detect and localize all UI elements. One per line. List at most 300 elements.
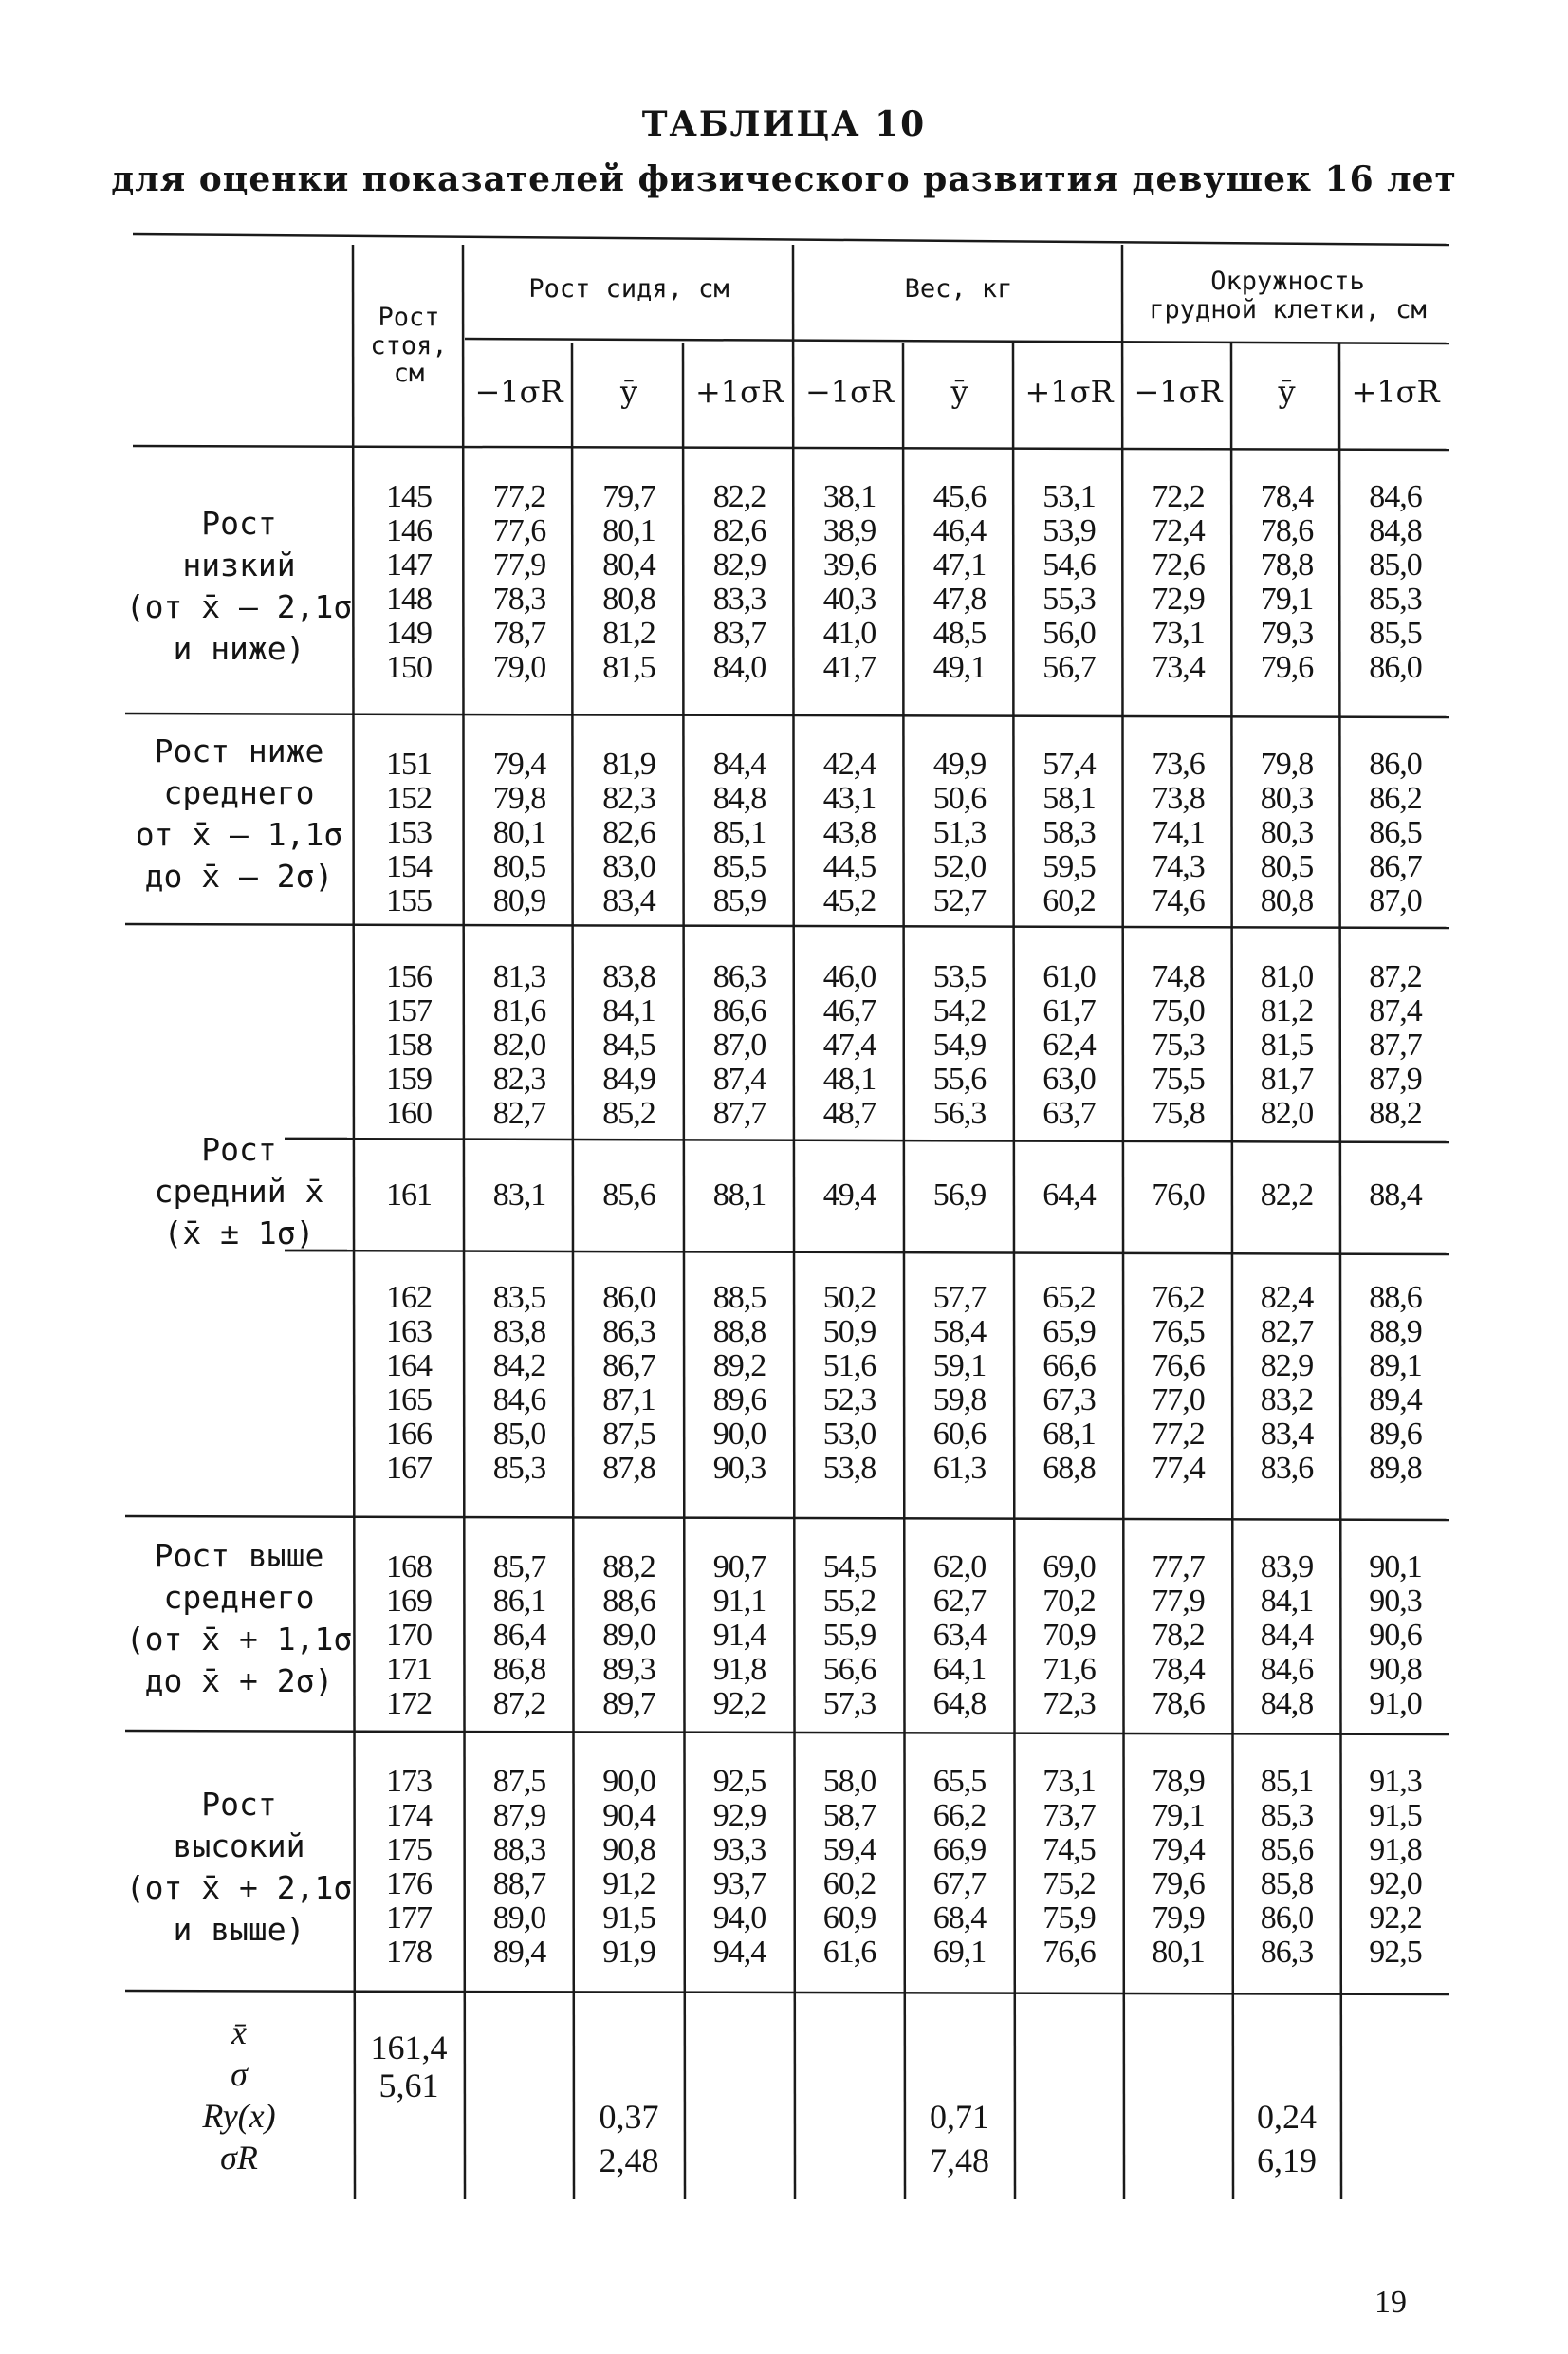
table-cell: 85,0 <box>492 1417 546 1452</box>
data-column <box>465 748 574 918</box>
table-cell: 68,1 <box>1042 1417 1096 1452</box>
table-cell: 77,7 <box>1152 1549 1205 1585</box>
table-cell: 55,2 <box>822 1584 876 1619</box>
table-cell: 75,9 <box>1042 1900 1096 1936</box>
table-cell: 86,0 <box>1369 650 1422 685</box>
group-label-line: Рост ниже <box>154 732 324 769</box>
table-cell: 86,3 <box>1260 1935 1314 1970</box>
data-column <box>355 1550 463 1721</box>
group-label-above-average <box>125 1535 353 1702</box>
table-cell: 89,4 <box>1369 1382 1422 1418</box>
table-cell: 70,9 <box>1042 1618 1096 1653</box>
data-column <box>795 480 904 685</box>
table-cell: 85,0 <box>1369 547 1422 583</box>
table-cell: 78,4 <box>1260 479 1314 514</box>
table-cell: 78,4 <box>1152 1652 1205 1687</box>
table-cell: 85,2 <box>602 1096 655 1131</box>
table-cell: 93,7 <box>712 1866 766 1901</box>
table-cell: 49,4 <box>822 1177 876 1213</box>
table-cell: 157 <box>386 993 432 1029</box>
table-cell: 82,6 <box>712 513 766 548</box>
table-cell: 67,7 <box>932 1866 987 1901</box>
table-cell: 86,0 <box>1369 747 1422 782</box>
table-cell: 69,0 <box>1042 1549 1096 1585</box>
table-cell: 57,7 <box>932 1280 987 1315</box>
table-cell: 87,9 <box>492 1798 546 1833</box>
table-cell: 53,9 <box>1042 513 1096 548</box>
table-cell: 85,6 <box>602 1177 655 1213</box>
table-cell: 162 <box>386 1280 432 1315</box>
table-cell: 88,5 <box>712 1280 766 1315</box>
table-cell: 80,8 <box>1260 883 1314 918</box>
data-column <box>1233 960 1340 1131</box>
group-label-line: от x̄ — 1,1σ <box>135 816 343 853</box>
table-cell: 77,4 <box>1152 1451 1205 1486</box>
table-cell: 53,5 <box>932 959 987 994</box>
footer-label-r: Ry(x) <box>202 2097 276 2135</box>
table-cell: 55,3 <box>1042 582 1096 617</box>
data-column <box>1341 1178 1449 1213</box>
table-cell: 82,3 <box>602 781 655 816</box>
table-cell: 88,2 <box>1369 1096 1422 1131</box>
sub-ch-y: ȳ <box>1278 374 1296 410</box>
group-label-line: Рост <box>201 505 277 542</box>
table-cell: 86,1 <box>492 1584 546 1619</box>
table-cell: 73,8 <box>1152 781 1205 816</box>
table-cell: 91,3 <box>1369 1764 1422 1799</box>
table-cell: 73,7 <box>1042 1798 1096 1833</box>
data-column <box>685 960 794 1131</box>
table-cell: 49,1 <box>932 650 987 685</box>
table-cell: 86,3 <box>602 1314 655 1349</box>
data-column <box>905 1178 1014 1213</box>
table-cell: 174 <box>386 1798 432 1833</box>
table-cell: 90,8 <box>602 1832 655 1867</box>
table-cell: 147 <box>386 547 432 583</box>
data-column <box>795 1765 904 1970</box>
data-column <box>465 1550 574 1721</box>
data-column <box>574 1550 684 1721</box>
data-column <box>795 748 904 918</box>
table-cell: 79,6 <box>1152 1866 1205 1901</box>
table-cell: 70,2 <box>1042 1584 1096 1619</box>
table-cell: 84,8 <box>1260 1686 1314 1721</box>
table-cell: 52,7 <box>932 883 987 918</box>
table-cell: 81,0 <box>1260 959 1314 994</box>
table-cell: 47,4 <box>822 1028 876 1063</box>
table-cell: 80,3 <box>1260 781 1314 816</box>
table-cell: 72,2 <box>1152 479 1205 514</box>
table-cell: 53,1 <box>1042 479 1096 514</box>
table-cell: 172 <box>386 1686 432 1721</box>
table-cell: 73,1 <box>1042 1764 1096 1799</box>
footer-label-sigma-r: σR <box>220 2139 258 2177</box>
data-column <box>905 1281 1014 1486</box>
group-label-line: Рост <box>201 1786 277 1823</box>
table-cell: 91,8 <box>712 1652 766 1687</box>
table-subtitle: для оценки показателей физического развития девушек 16 лет <box>111 159 1457 199</box>
table-cell: 65,2 <box>1042 1280 1096 1315</box>
table-cell: 86,7 <box>1369 849 1422 884</box>
table-cell: 77,0 <box>1152 1382 1205 1418</box>
table-cell: 84,8 <box>712 781 766 816</box>
table-cell: 91,5 <box>1369 1798 1422 1833</box>
data-column <box>905 748 1014 918</box>
table-cell: 52,0 <box>932 849 987 884</box>
table-cell: 63,7 <box>1042 1096 1096 1131</box>
table-cell: 92,0 <box>1369 1866 1422 1901</box>
table-cell: 85,3 <box>1369 582 1422 617</box>
footer-height-stats <box>355 2029 463 2104</box>
data-column <box>685 480 794 685</box>
table-cell: 73,1 <box>1152 616 1205 651</box>
group-label-line: среднего <box>163 1579 315 1616</box>
data-column <box>355 748 463 918</box>
table-cell: 81,3 <box>492 959 546 994</box>
table-cell: 84,6 <box>1369 479 1422 514</box>
table-cell: 91,4 <box>712 1618 766 1653</box>
table-cell: 85,5 <box>712 849 766 884</box>
data-column <box>1233 1281 1340 1486</box>
table-cell: 87,0 <box>712 1028 766 1063</box>
table-cell: 77,2 <box>1152 1417 1205 1452</box>
table-cell: 164 <box>386 1348 432 1383</box>
table-cell: 83,3 <box>712 582 766 617</box>
table-cell: 59,5 <box>1042 849 1096 884</box>
table-cell: 87,5 <box>602 1417 655 1452</box>
table-cell: 72,6 <box>1152 547 1205 583</box>
table-cell: 72,4 <box>1152 513 1205 548</box>
table-cell: 82,7 <box>492 1096 546 1131</box>
data-column <box>795 1281 904 1486</box>
table-cell: 85,1 <box>712 815 766 850</box>
footer-weight-stats <box>905 2095 1014 2182</box>
table-cell: 71,6 <box>1042 1652 1096 1687</box>
table-cell: 149 <box>386 616 432 651</box>
table-cell: 66,9 <box>932 1832 987 1867</box>
table-cell: 74,5 <box>1042 1832 1096 1867</box>
table-cell: 80,5 <box>492 849 546 884</box>
data-column <box>465 1765 574 1970</box>
table-cell: 177 <box>386 1900 432 1936</box>
data-column <box>355 480 463 685</box>
table-cell: 86,8 <box>492 1652 546 1687</box>
table-cell: 82,4 <box>1260 1280 1314 1315</box>
table-cell: 74,8 <box>1152 959 1205 994</box>
table-cell: 62,4 <box>1042 1028 1096 1063</box>
data-column <box>355 1178 463 1213</box>
table-cell: 83,8 <box>602 959 655 994</box>
table-cell: 83,2 <box>1260 1382 1314 1418</box>
table-cell: 87,9 <box>1369 1062 1422 1097</box>
table-cell: 60,6 <box>932 1417 987 1452</box>
data-column <box>1341 1765 1449 1970</box>
table-cell: 84,8 <box>1369 513 1422 548</box>
footer-ch-r: 0,24 <box>1257 2098 1317 2136</box>
table-cell: 160 <box>386 1096 432 1131</box>
table-cell: 86,0 <box>1260 1900 1314 1936</box>
group-label-line: (от x̄ — 2,1σ <box>125 588 353 625</box>
data-column <box>685 1281 794 1486</box>
table-cell: 55,9 <box>822 1618 876 1653</box>
header-chest-line-2: грудной клетки, см <box>1149 294 1427 324</box>
table-cell: 81,2 <box>602 616 655 651</box>
footer-sitting-stats <box>574 2095 684 2182</box>
table-cell: 80,1 <box>1152 1935 1205 1970</box>
table-cell: 47,1 <box>932 547 987 583</box>
table-cell: 155 <box>386 883 432 918</box>
table-cell: 80,1 <box>602 513 655 548</box>
group-label-below-average <box>125 731 353 898</box>
table-cell: 84,6 <box>492 1382 546 1418</box>
table-cell: 80,3 <box>1260 815 1314 850</box>
table-cell: 63,0 <box>1042 1062 1096 1097</box>
table-cell: 82,2 <box>712 479 766 514</box>
data-column <box>1015 1765 1123 1970</box>
sub-ch-plus: +1σR <box>1351 374 1440 410</box>
table-cell: 54,6 <box>1042 547 1096 583</box>
table-cell: 87,4 <box>712 1062 766 1097</box>
data-column <box>905 480 1014 685</box>
table-cell: 91,5 <box>602 1900 655 1936</box>
data-column <box>1233 748 1340 918</box>
data-column <box>685 1550 794 1721</box>
table-cell: 79,4 <box>492 747 546 782</box>
table-cell: 83,7 <box>712 616 766 651</box>
table-cell: 48,1 <box>822 1062 876 1097</box>
table-cell: 75,8 <box>1152 1096 1205 1131</box>
table-cell: 56,6 <box>822 1652 876 1687</box>
table-cell: 88,7 <box>492 1866 546 1901</box>
table-cell: 88,1 <box>712 1177 766 1213</box>
data-column <box>685 1765 794 1970</box>
table-cell: 62,7 <box>932 1584 987 1619</box>
table-cell: 50,6 <box>932 781 987 816</box>
table-cell: 87,7 <box>712 1096 766 1131</box>
table-cell: 60,9 <box>822 1900 876 1936</box>
data-column <box>1233 1550 1340 1721</box>
table-cell: 53,0 <box>822 1417 876 1452</box>
table-cell: 43,8 <box>822 815 876 850</box>
table-cell: 82,7 <box>1260 1314 1314 1349</box>
table-cell: 57,3 <box>822 1686 876 1721</box>
table-cell: 58,4 <box>932 1314 987 1349</box>
table-cell: 78,2 <box>1152 1618 1205 1653</box>
table-cell: 145 <box>386 479 432 514</box>
table-cell: 175 <box>386 1832 432 1867</box>
data-column <box>574 1765 684 1970</box>
table-cell: 77,9 <box>1152 1584 1205 1619</box>
table-cell: 92,5 <box>712 1764 766 1799</box>
sub-sit-minus: −1σR <box>474 374 563 410</box>
table-cell: 73,6 <box>1152 747 1205 782</box>
table-cell: 79,6 <box>1260 650 1314 685</box>
footer-labels <box>125 2011 353 2178</box>
group-label-line: до x̄ — 2σ) <box>144 858 334 895</box>
table-cell: 83,4 <box>1260 1417 1314 1452</box>
table-cell: 87,0 <box>1369 883 1422 918</box>
table-cell: 178 <box>386 1935 432 1970</box>
data-column <box>1015 1178 1123 1213</box>
table-cell: 85,1 <box>1260 1764 1314 1799</box>
table-cell: 85,9 <box>712 883 766 918</box>
footer-chest-stats <box>1233 2095 1340 2182</box>
table-cell: 39,6 <box>822 547 876 583</box>
table-cell: 51,6 <box>822 1348 876 1383</box>
table-cell: 75,2 <box>1042 1866 1096 1901</box>
table-cell: 76,5 <box>1152 1314 1205 1349</box>
table-cell: 78,8 <box>1260 547 1314 583</box>
table-cell: 40,3 <box>822 582 876 617</box>
table-cell: 89,1 <box>1369 1348 1422 1383</box>
header-height-standing <box>355 304 463 388</box>
table-cell: 85,3 <box>492 1451 546 1486</box>
table-cell: 56,9 <box>932 1177 987 1213</box>
table-cell: 51,3 <box>932 815 987 850</box>
footer-ch-sigma: 6,19 <box>1257 2141 1317 2179</box>
table-cell: 84,4 <box>712 747 766 782</box>
table-cell: 76,2 <box>1152 1280 1205 1315</box>
table-cell: 89,0 <box>492 1900 546 1936</box>
data-column <box>1233 1178 1340 1213</box>
table-cell: 85,3 <box>1260 1798 1314 1833</box>
table-cell: 79,9 <box>1152 1900 1205 1936</box>
table-cell: 52,3 <box>822 1382 876 1418</box>
header-sitting: Рост сидя, см <box>528 274 729 304</box>
table-cell: 79,1 <box>1152 1798 1205 1833</box>
data-column <box>795 1550 904 1721</box>
table-cell: 91,2 <box>602 1866 655 1901</box>
table-cell: 74,3 <box>1152 849 1205 884</box>
table-cell: 86,0 <box>602 1280 655 1315</box>
table-cell: 91,9 <box>602 1935 655 1970</box>
table-cell: 64,1 <box>932 1652 987 1687</box>
table-cell: 38,9 <box>822 513 876 548</box>
data-column <box>574 960 684 1131</box>
table-cell: 48,7 <box>822 1096 876 1131</box>
table-cell: 86,3 <box>712 959 766 994</box>
table-cell: 78,6 <box>1152 1686 1205 1721</box>
sub-wt-plus: +1σR <box>1024 374 1114 410</box>
group-label-line: до x̄ + 2σ) <box>144 1662 334 1699</box>
footer-wt-sigma: 7,48 <box>930 2141 989 2179</box>
table-cell: 49,9 <box>932 747 987 782</box>
table-cell: 84,5 <box>602 1028 655 1063</box>
table-cell: 84,0 <box>712 650 766 685</box>
table-cell: 45,2 <box>822 883 876 918</box>
table-cell: 66,2 <box>932 1798 987 1833</box>
table-cell: 84,1 <box>1260 1584 1314 1619</box>
table-cell: 48,5 <box>932 616 987 651</box>
table-cell: 89,6 <box>1369 1417 1422 1452</box>
footer-mean-value: 161,4 <box>370 2029 448 2067</box>
table-cell: 82,2 <box>1260 1177 1314 1213</box>
table-cell: 69,1 <box>932 1935 987 1970</box>
footer-sit-r: 0,37 <box>599 2098 659 2136</box>
footer-label-sigma: σ <box>231 2055 248 2093</box>
data-column <box>1015 1281 1123 1486</box>
table-cell: 93,3 <box>712 1832 766 1867</box>
data-column <box>465 1178 574 1213</box>
table-cell: 82,3 <box>492 1062 546 1097</box>
data-column <box>905 1765 1014 1970</box>
table-cell: 79,4 <box>1152 1832 1205 1867</box>
data-column <box>1015 748 1123 918</box>
table-cell: 161 <box>386 1177 432 1213</box>
table-cell: 47,8 <box>932 582 987 617</box>
table-cell: 86,7 <box>602 1348 655 1383</box>
table-cell: 66,6 <box>1042 1348 1096 1383</box>
data-column <box>355 960 463 1131</box>
table-cell: 58,1 <box>1042 781 1096 816</box>
table-cell: 91,0 <box>1369 1686 1422 1721</box>
table-cell: 90,7 <box>712 1549 766 1585</box>
table-cell: 152 <box>386 781 432 816</box>
group-label-line: (x̄ ± 1σ) <box>163 1214 315 1251</box>
table-cell: 75,0 <box>1152 993 1205 1029</box>
group-label-line: Рост выше <box>154 1537 324 1574</box>
table-cell: 81,6 <box>492 993 546 1029</box>
table-cell: 94,4 <box>712 1935 766 1970</box>
table-cell: 150 <box>386 650 432 685</box>
table-cell: 76,0 <box>1152 1177 1205 1213</box>
table-cell: 50,9 <box>822 1314 876 1349</box>
data-column <box>574 480 684 685</box>
table-cell: 89,0 <box>602 1618 655 1653</box>
table-cell: 88,6 <box>602 1584 655 1619</box>
header-chest <box>1124 268 1451 324</box>
table-title: ТАБЛИЦА 10 <box>641 104 927 144</box>
table-cell: 68,4 <box>932 1900 987 1936</box>
table-cell: 89,6 <box>712 1382 766 1418</box>
table-cell: 55,6 <box>932 1062 987 1097</box>
sub-wt-y: ȳ <box>950 374 968 410</box>
table-cell: 79,8 <box>492 781 546 816</box>
table-cell: 58,7 <box>822 1798 876 1833</box>
sub-wt-minus: −1σR <box>804 374 895 410</box>
data-column <box>905 960 1014 1131</box>
data-column <box>1341 480 1449 685</box>
table-cell: 59,1 <box>932 1348 987 1383</box>
table-cell: 82,6 <box>602 815 655 850</box>
table-cell: 146 <box>386 513 432 548</box>
table-cell: 83,8 <box>492 1314 546 1349</box>
table-cell: 91,1 <box>712 1584 766 1619</box>
table-cell: 89,8 <box>1369 1451 1422 1486</box>
data-column <box>1015 1550 1123 1721</box>
table-cell: 43,1 <box>822 781 876 816</box>
table-cell: 80,8 <box>602 582 655 617</box>
table-cell: 67,3 <box>1042 1382 1096 1418</box>
data-column <box>355 1281 463 1486</box>
table-cell: 159 <box>386 1062 432 1097</box>
data-column <box>1124 960 1232 1131</box>
sub-sit-plus: +1σR <box>694 374 784 410</box>
data-column <box>905 1550 1014 1721</box>
table-cell: 73,4 <box>1152 650 1205 685</box>
table-cell: 80,5 <box>1260 849 1314 884</box>
table-cell: 61,6 <box>822 1935 876 1970</box>
table-cell: 77,9 <box>492 547 546 583</box>
table-cell: 88,3 <box>492 1832 546 1867</box>
table-cell: 86,5 <box>1369 815 1422 850</box>
data-column <box>795 960 904 1131</box>
header-height-line-1: Рост <box>378 303 440 332</box>
table-cell: 90,0 <box>602 1764 655 1799</box>
data-column <box>465 960 574 1131</box>
table-cell: 78,6 <box>1260 513 1314 548</box>
table-cell: 46,4 <box>932 513 987 548</box>
